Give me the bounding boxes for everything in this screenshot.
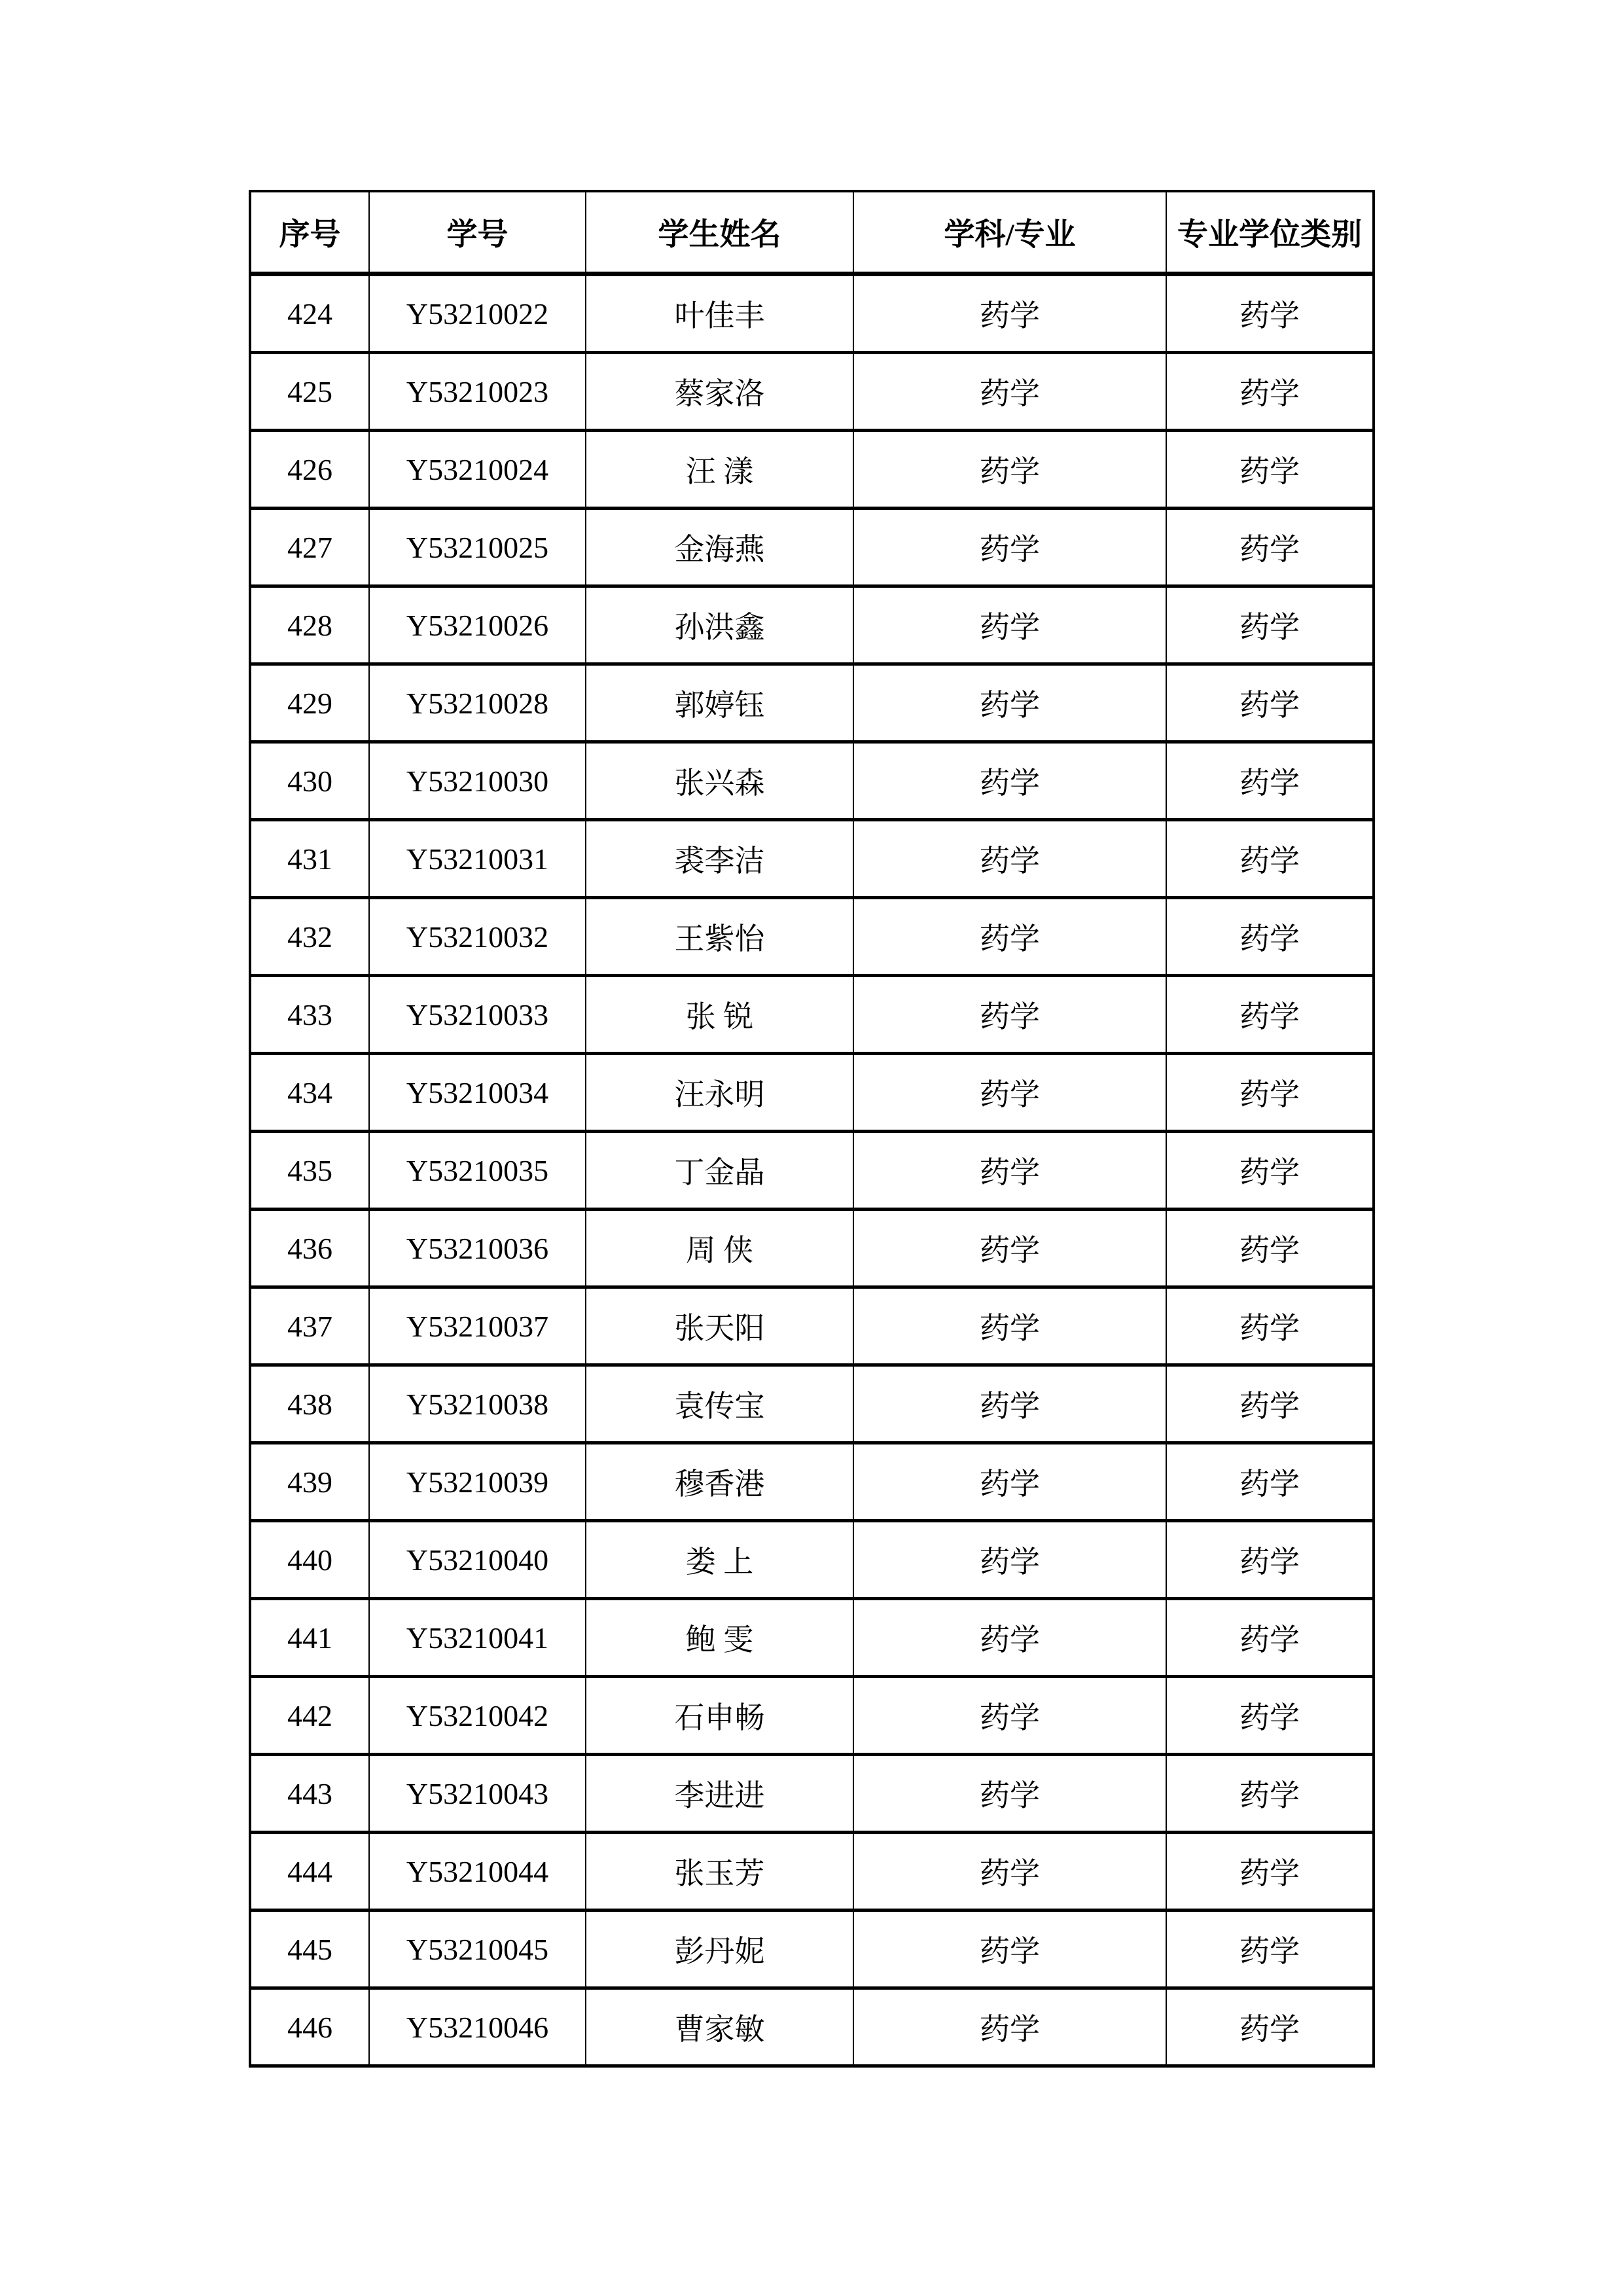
- column-header: 学生姓名: [586, 191, 853, 274]
- name-cell: 彭丹妮: [586, 1910, 853, 1988]
- degree-category-cell: 药学: [1166, 898, 1374, 976]
- student-id-cell: Y53210046: [369, 1988, 586, 2066]
- table-row: [250, 1677, 1374, 1755]
- major-cell: 药学: [853, 1910, 1166, 1988]
- degree-category-cell: 药学: [1166, 1210, 1374, 1287]
- serial-cell: 431: [250, 820, 369, 898]
- serial-cell: 442: [250, 1677, 369, 1755]
- major-cell: 药学: [853, 509, 1166, 586]
- student-id-cell: Y53210035: [369, 1132, 586, 1210]
- major-cell: 药学: [853, 274, 1166, 353]
- major-cell: 药学: [853, 1365, 1166, 1443]
- name-cell: 孙洪鑫: [586, 586, 853, 664]
- student-id-cell: Y53210045: [369, 1910, 586, 1988]
- name-cell: 王紫怡: [586, 898, 853, 976]
- table-row: [250, 1210, 1374, 1287]
- degree-category-cell: 药学: [1166, 1443, 1374, 1521]
- student-id-cell: Y53210042: [369, 1677, 586, 1755]
- degree-category-cell: 药学: [1166, 820, 1374, 898]
- serial-cell: 436: [250, 1210, 369, 1287]
- student-id-cell: Y53210024: [369, 431, 586, 509]
- serial-cell: 429: [250, 664, 369, 742]
- serial-cell: 441: [250, 1599, 369, 1677]
- serial-cell: 433: [250, 976, 369, 1054]
- degree-category-cell: 药学: [1166, 1054, 1374, 1132]
- table-row: [250, 1521, 1374, 1599]
- major-cell: 药学: [853, 1677, 1166, 1755]
- name-cell: 叶佳丰: [586, 274, 853, 353]
- serial-cell: 432: [250, 898, 369, 976]
- degree-category-cell: 药学: [1166, 1910, 1374, 1988]
- table-row: [250, 1443, 1374, 1521]
- major-cell: 药学: [853, 1054, 1166, 1132]
- student-id-cell: Y53210031: [369, 820, 586, 898]
- column-header: 专业学位类别: [1166, 191, 1374, 274]
- degree-category-cell: 药学: [1166, 742, 1374, 820]
- degree-category-cell: 药学: [1166, 1988, 1374, 2066]
- student-id-cell: Y53210025: [369, 509, 586, 586]
- table-row: [250, 1365, 1374, 1443]
- student-id-cell: Y53210039: [369, 1443, 586, 1521]
- degree-category-cell: 药学: [1166, 509, 1374, 586]
- table-row: [250, 1988, 1374, 2066]
- student-id-cell: Y53210022: [369, 274, 586, 353]
- major-cell: 药学: [853, 431, 1166, 509]
- student-id-cell: Y53210038: [369, 1365, 586, 1443]
- student-id-cell: Y53210033: [369, 976, 586, 1054]
- degree-category-cell: 药学: [1166, 1599, 1374, 1677]
- serial-cell: 437: [250, 1287, 369, 1365]
- table-row: [250, 820, 1374, 898]
- major-cell: 药学: [853, 976, 1166, 1054]
- table-row: [250, 274, 1374, 353]
- serial-cell: 434: [250, 1054, 369, 1132]
- major-cell: 药学: [853, 1988, 1166, 2066]
- table-row: [250, 742, 1374, 820]
- serial-cell: 424: [250, 274, 369, 353]
- name-cell: 曹家敏: [586, 1988, 853, 2066]
- name-cell: 张天阳: [586, 1287, 853, 1365]
- degree-category-cell: 药学: [1166, 664, 1374, 742]
- table-row: [250, 1054, 1374, 1132]
- table-row: [250, 1833, 1374, 1910]
- major-cell: 药学: [853, 664, 1166, 742]
- major-cell: 药学: [853, 1210, 1166, 1287]
- table-row: [250, 1755, 1374, 1833]
- major-cell: 药学: [853, 1755, 1166, 1833]
- name-cell: 娄 上: [586, 1521, 853, 1599]
- student-id-cell: Y53210028: [369, 664, 586, 742]
- degree-category-cell: 药学: [1166, 431, 1374, 509]
- table-row: [250, 664, 1374, 742]
- major-cell: 药学: [853, 1521, 1166, 1599]
- degree-category-cell: 药学: [1166, 586, 1374, 664]
- student-id-cell: Y53210036: [369, 1210, 586, 1287]
- table-header: [250, 191, 1374, 274]
- table-row: [250, 976, 1374, 1054]
- column-header: 学号: [369, 191, 586, 274]
- student-id-cell: Y53210044: [369, 1833, 586, 1910]
- major-cell: 药学: [853, 1833, 1166, 1910]
- major-cell: 药学: [853, 1599, 1166, 1677]
- name-cell: 张兴森: [586, 742, 853, 820]
- serial-cell: 438: [250, 1365, 369, 1443]
- table-row: [250, 1910, 1374, 1988]
- name-cell: 金海燕: [586, 509, 853, 586]
- student-id-cell: Y53210037: [369, 1287, 586, 1365]
- serial-cell: 446: [250, 1988, 369, 2066]
- degree-category-cell: 药学: [1166, 1365, 1374, 1443]
- column-header: 序号: [250, 191, 369, 274]
- name-cell: 李进进: [586, 1755, 853, 1833]
- serial-cell: 444: [250, 1833, 369, 1910]
- name-cell: 袁传宝: [586, 1365, 853, 1443]
- name-cell: 周 侠: [586, 1210, 853, 1287]
- degree-category-cell: 药学: [1166, 976, 1374, 1054]
- degree-category-cell: 药学: [1166, 353, 1374, 431]
- student-id-cell: Y53210043: [369, 1755, 586, 1833]
- table-row: [250, 586, 1374, 664]
- name-cell: 汪 漾: [586, 431, 853, 509]
- degree-category-cell: 药学: [1166, 1677, 1374, 1755]
- degree-category-cell: 药学: [1166, 1521, 1374, 1599]
- students-table: [249, 190, 1375, 2068]
- degree-category-cell: 药学: [1166, 274, 1374, 353]
- student-id-cell: Y53210032: [369, 898, 586, 976]
- table-row: [250, 1599, 1374, 1677]
- table-row: [250, 1287, 1374, 1365]
- table-row: [250, 353, 1374, 431]
- major-cell: 药学: [853, 820, 1166, 898]
- student-id-cell: Y53210040: [369, 1521, 586, 1599]
- serial-cell: 426: [250, 431, 369, 509]
- table-row: [250, 1132, 1374, 1210]
- name-cell: 张玉芳: [586, 1833, 853, 1910]
- table-row: [250, 898, 1374, 976]
- name-cell: 鲍 雯: [586, 1599, 853, 1677]
- serial-cell: 425: [250, 353, 369, 431]
- name-cell: 张 锐: [586, 976, 853, 1054]
- student-id-cell: Y53210041: [369, 1599, 586, 1677]
- serial-cell: 440: [250, 1521, 369, 1599]
- student-id-cell: Y53210030: [369, 742, 586, 820]
- major-cell: 药学: [853, 586, 1166, 664]
- student-id-cell: Y53210026: [369, 586, 586, 664]
- student-id-cell: Y53210023: [369, 353, 586, 431]
- serial-cell: 430: [250, 742, 369, 820]
- serial-cell: 428: [250, 586, 369, 664]
- degree-category-cell: 药学: [1166, 1132, 1374, 1210]
- serial-cell: 427: [250, 509, 369, 586]
- student-id-cell: Y53210034: [369, 1054, 586, 1132]
- name-cell: 石申畅: [586, 1677, 853, 1755]
- major-cell: 药学: [853, 353, 1166, 431]
- major-cell: 药学: [853, 1443, 1166, 1521]
- major-cell: 药学: [853, 742, 1166, 820]
- header-row: [250, 191, 1374, 274]
- column-header: 学科/专业: [853, 191, 1166, 274]
- degree-category-cell: 药学: [1166, 1287, 1374, 1365]
- table-row: [250, 431, 1374, 509]
- serial-cell: 445: [250, 1910, 369, 1988]
- major-cell: 药学: [853, 1132, 1166, 1210]
- name-cell: 郭婷钰: [586, 664, 853, 742]
- table-body: [250, 274, 1374, 2066]
- serial-cell: 435: [250, 1132, 369, 1210]
- name-cell: 汪永明: [586, 1054, 853, 1132]
- serial-cell: 439: [250, 1443, 369, 1521]
- degree-category-cell: 药学: [1166, 1833, 1374, 1910]
- table-row: [250, 509, 1374, 586]
- name-cell: 丁金晶: [586, 1132, 853, 1210]
- name-cell: 穆香港: [586, 1443, 853, 1521]
- major-cell: 药学: [853, 1287, 1166, 1365]
- name-cell: 裘李洁: [586, 820, 853, 898]
- name-cell: 蔡家洛: [586, 353, 853, 431]
- serial-cell: 443: [250, 1755, 369, 1833]
- major-cell: 药学: [853, 898, 1166, 976]
- degree-category-cell: 药学: [1166, 1755, 1374, 1833]
